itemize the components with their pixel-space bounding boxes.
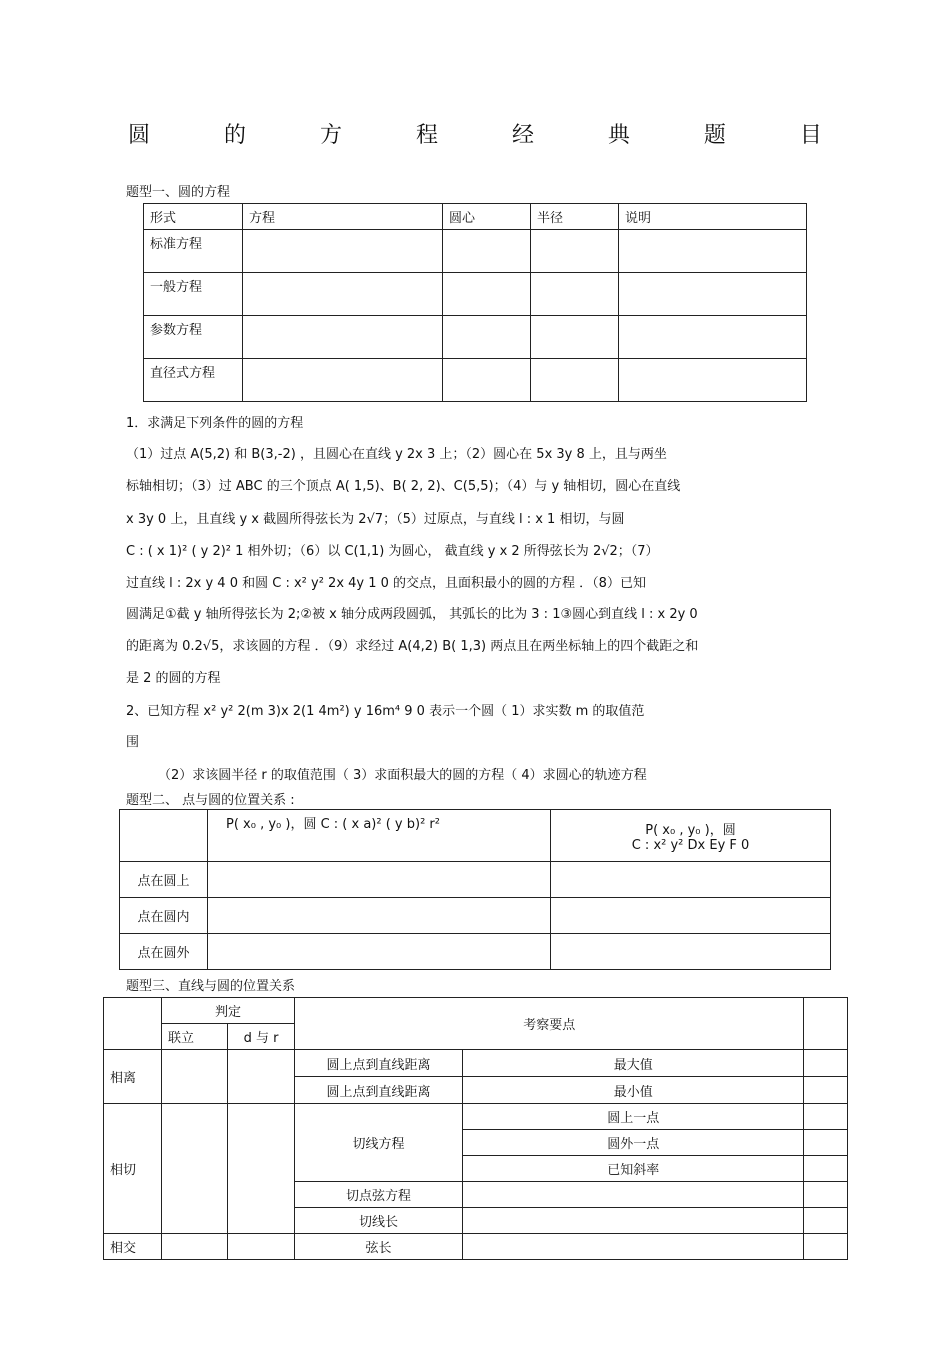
simultaneous-header: 联立	[162, 1024, 228, 1050]
table-cell	[443, 230, 531, 273]
table-cell	[804, 1050, 848, 1077]
table-cell	[463, 1208, 804, 1234]
header-radius: 半径	[531, 204, 619, 230]
table-cell	[619, 273, 807, 316]
known-slope-label: 已知斜率	[463, 1156, 804, 1182]
q1-line-4: x 3y 0 上，且直线 y x 截圆所得弦长为 2√7；（5）过原点，与直线 l : x 1 相切，与圆	[126, 512, 625, 527]
point-on-circle-label: 圆上一点	[463, 1104, 804, 1130]
section3-heading: 题型三、直线与圆的位置关系	[126, 979, 296, 994]
table-cell	[463, 1234, 804, 1260]
table-cell	[228, 1234, 295, 1260]
table-cell	[228, 1104, 295, 1234]
table-cell	[120, 810, 208, 862]
point-circle-table	[119, 809, 831, 970]
header-equation: 方程	[243, 204, 443, 230]
row-tangent: 相切	[104, 1104, 162, 1234]
table-cell	[551, 898, 831, 934]
table-cell	[243, 359, 443, 402]
table-cell	[804, 1182, 848, 1208]
section1-heading: 题型一、圆的方程	[126, 185, 231, 200]
table-cell	[208, 898, 551, 934]
table-cell	[443, 359, 531, 402]
general-form-header: P( x₀ , y₀ )，圆 C : x² y² Dx Ey F 0	[551, 810, 831, 862]
equation-forms-table	[143, 203, 807, 402]
row-inside-circle: 点在圆内	[120, 898, 208, 934]
standard-form-header: P( x₀ , y₀ )，圆 C : ( x a)² ( y b)² r²	[208, 810, 551, 862]
q1-line-9: 是 2 的圆的方程	[126, 671, 221, 686]
table-cell	[619, 316, 807, 359]
table-cell	[443, 273, 531, 316]
table-cell	[619, 230, 807, 273]
tangent-length-label: 切线长	[295, 1208, 463, 1234]
distance-label: 圆上点到直线距离	[295, 1050, 463, 1077]
q1-line-6: 过直线 l : 2x y 4 0 和圆 C : x² y² 2x 4y 1 0 的交点，且面积最小的圆的方程 ．（8）已知	[126, 576, 646, 591]
chord-of-contact-label: 切点弦方程	[295, 1182, 463, 1208]
table-cell	[804, 1104, 848, 1130]
table-cell	[208, 934, 551, 970]
q1-line-8: 的距离为 0.2√5，求该圆的方程 ．（9）求经过 A(4,2) B( 1,3) 两点且在两坐标轴上的四个截距之和	[126, 639, 699, 654]
row-outside-circle: 点在圆外	[120, 934, 208, 970]
q2-line-1: 2、已知方程 x² y² 2(m 3)x 2(1 4m²) y 16m⁴ 9 0 表示一个圆（ 1）求实数 m 的取值范	[126, 704, 645, 719]
table-cell	[162, 1234, 228, 1260]
table-cell	[619, 359, 807, 402]
table-cell	[243, 230, 443, 273]
q1-line-1: 1．求满足下列条件的圆的方程	[126, 416, 304, 431]
key-points-header: 考察要点	[295, 998, 804, 1050]
q1-line-7: 圆满足①截 y 轴所得弦长为 2;②被 x 轴分成两段圆弧， 其弧长的比为 3 : 1③圆心到直线 l : x 2y 0	[126, 607, 698, 622]
table-cell	[531, 316, 619, 359]
header-center: 圆心	[443, 204, 531, 230]
row-general: 一般方程	[144, 273, 243, 316]
row-standard: 标准方程	[144, 230, 243, 273]
table-cell	[804, 1208, 848, 1234]
table-cell	[162, 1050, 228, 1104]
table-cell	[162, 1104, 228, 1234]
row-diameter: 直径式方程	[144, 359, 243, 402]
table-cell	[243, 316, 443, 359]
q1-line-5: C : ( x 1)² ( y 2)² 1 相外切；（6）以 C(1,1) 为圆心， 截直线 y x 2 所得弦长为 2√2；（7）	[126, 544, 659, 559]
table-cell	[531, 359, 619, 402]
row-intersect: 相交	[104, 1234, 162, 1260]
table-cell	[551, 934, 831, 970]
table-cell	[551, 862, 831, 898]
q2-line-3: （2）求该圆半径 r 的取值范围（ 3）求面积最大的圆的方程（ 4）求圆心的轨迹方程	[158, 768, 647, 783]
table-cell	[531, 230, 619, 273]
max-value-label: 最大值	[463, 1050, 804, 1077]
table-cell	[804, 998, 848, 1050]
point-outside-label: 圆外一点	[463, 1130, 804, 1156]
distance-label: 圆上点到直线距离	[295, 1077, 463, 1104]
judge-header: 判定	[162, 998, 295, 1024]
tangent-equation-label: 切线方程	[295, 1104, 463, 1182]
table-cell	[243, 273, 443, 316]
table-cell	[228, 1050, 295, 1104]
table-cell	[104, 998, 162, 1050]
header-form: 形式	[144, 204, 243, 230]
min-value-label: 最小值	[463, 1077, 804, 1104]
q2-line-2: 围	[126, 735, 140, 750]
section2-heading: 题型二、 点与圆的位置关系 :	[126, 793, 295, 808]
d-r-header: d 与 r	[228, 1024, 295, 1050]
table-cell	[531, 273, 619, 316]
table-cell	[463, 1182, 804, 1208]
table-cell	[443, 316, 531, 359]
row-parametric: 参数方程	[144, 316, 243, 359]
page-title: 圆 的 方 程 经 典 题 目	[128, 123, 822, 148]
table-cell	[804, 1077, 848, 1104]
line-circle-table	[103, 997, 848, 1260]
table-cell	[804, 1156, 848, 1182]
row-separate: 相离	[104, 1050, 162, 1104]
chord-length-label: 弦长	[295, 1234, 463, 1260]
q1-line-3: 标轴相切；（3）过 ABC 的三个顶点 A( 1,5)、B( 2, 2)、C(5,5)；（4）与 y 轴相切，圆心在直线	[126, 479, 681, 494]
table-cell	[804, 1130, 848, 1156]
table-cell	[804, 1234, 848, 1260]
table-cell	[208, 862, 551, 898]
q1-line-2: （1）过点 A(5,2) 和 B(3,-2) ，且圆心在直线 y 2x 3 上；（2）圆心在 5x 3y 8 上，且与两坐	[126, 447, 667, 462]
row-on-circle: 点在圆上	[120, 862, 208, 898]
header-note: 说明	[619, 204, 807, 230]
